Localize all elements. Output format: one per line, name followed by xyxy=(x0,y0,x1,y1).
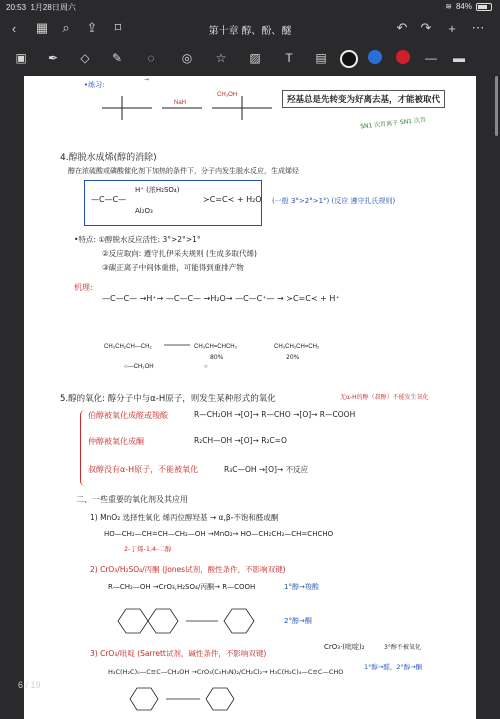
eraser-icon[interactable]: ◇ xyxy=(80,51,90,65)
search-icon[interactable]: ⌕ xyxy=(62,20,70,35)
yield-80: 80% xyxy=(210,354,224,361)
undo-icon[interactable]: ↶ xyxy=(396,20,408,35)
feature1: •特点: ①醇脱水反应活性: 3°>2°>1° xyxy=(74,235,201,244)
condition-top: H⁺ (浓H₂SO₄) xyxy=(135,186,180,194)
practice-label: •练习: xyxy=(84,81,105,89)
mechanism-equation: —C—C— →H⁺→ —C—C— →H₂O→ —C—C⁺— → ≻C=C≺ + H⁺ xyxy=(102,294,340,303)
item3-eq: H₃C(H₂C)₅—C≡C—CH₂OH →CrO₃(C₅H₅N)₂/CH₂Cl₂→ H₃C(H₂C)₄—C≡C—CHO xyxy=(108,668,344,676)
item1-eq: HO—CH₂—CH=CH—CH₂—OH →MnO₂→ HO—CH₂CH₂—CH=CHCHO xyxy=(104,530,334,538)
item2-eq: R—CH₂—OH →CrO₃,H₂SO₄/丙酮→ R—COOH xyxy=(108,583,256,591)
rearrangement-example xyxy=(104,336,384,376)
dehydration-box xyxy=(84,180,262,226)
svg-text:CH₃CH₂CH—CH₂: CH₃CH₂CH—CH₂ xyxy=(104,344,152,350)
color-black-swatch[interactable] xyxy=(340,50,358,68)
color-red-swatch[interactable] xyxy=(396,50,410,64)
add-page-icon[interactable]: + xyxy=(448,20,456,36)
ox-primary: 伯醇被氧化成醛或羧酸 xyxy=(88,411,168,420)
status-time: 20:53 1月28日周六 xyxy=(6,3,76,12)
status-right xyxy=(445,2,492,11)
stroke-thin-icon[interactable]: — xyxy=(425,51,437,65)
battery-icon xyxy=(476,3,492,11)
bookmark-icon[interactable]: ⌑ xyxy=(114,20,122,35)
condition-bottom: Al₂O₃ xyxy=(135,207,153,215)
cyclic-alcohol-oxidation xyxy=(124,684,244,714)
practice-structures xyxy=(92,86,292,136)
green-note: SN1 次育离子 SN1 次育 xyxy=(359,116,427,131)
section4-line: 醇在浓硫酸或磷酸催化剂下加热的条件下，分子内发生脱水反应，生成烯烃 xyxy=(68,167,299,175)
document-title[interactable]: 第十章 醇、酚、醚 xyxy=(208,26,292,37)
ox-secondary-eq: R₂CH—OH →[O]→ R₂C=O xyxy=(194,436,287,445)
svg-text:CH₃CH=CHCH₃: CH₃CH=CHCH₃ xyxy=(194,344,238,350)
drawing-toolbar xyxy=(0,42,500,74)
ox-tertiary-eq: R₃C—OH →[O]→ 不反应 xyxy=(224,465,309,474)
section4-title: 4.醇脱水成烯(醇的消除) xyxy=(60,153,157,163)
color-blue-swatch[interactable] xyxy=(368,50,382,64)
grid-icon[interactable]: ▦ xyxy=(35,20,49,35)
pen-icon[interactable]: ✒ xyxy=(47,51,59,65)
oxidation-brace xyxy=(80,410,85,486)
item2-note1: 1°醇→羧酸 xyxy=(284,583,319,591)
yield-20: 20% xyxy=(286,354,300,361)
page-indicator: 6 / 19 xyxy=(18,680,41,690)
redo-icon[interactable]: ↷ xyxy=(420,20,432,35)
page-scrollbar[interactable] xyxy=(495,76,498,136)
lasso-icon[interactable]: ◌ xyxy=(147,51,155,65)
oxidants-title: 二、一些重要的氧化剂及其应用 xyxy=(76,495,188,504)
highlighter-icon[interactable]: ✎ xyxy=(111,51,123,65)
text-box-icon[interactable]: ▣ xyxy=(15,51,27,65)
note-page[interactable] xyxy=(24,76,476,719)
product-label: ≻C=C≺ + H₂O xyxy=(203,195,262,204)
wifi-icon: ≋ xyxy=(445,2,452,11)
stickers-icon[interactable]: ☆ xyxy=(215,51,227,65)
section5-note: 无α-H的醇（叔醇）不能发生氧化 xyxy=(340,394,429,401)
ox-primary-eq: R—CH₂OH →[O]→ R—CHO →[O]→ R—COOH xyxy=(194,410,356,419)
back-icon[interactable]: ‹ xyxy=(11,20,17,36)
ox-secondary: 仲醇被氧化成酮 xyxy=(88,437,144,446)
svg-text:NaH: NaH xyxy=(174,100,187,106)
item3-note: 3°醇不被氧化 xyxy=(384,644,421,651)
feature3: ③碳正离子中间体重排，可能得到重排产物 xyxy=(102,263,244,272)
ruler-icon[interactable]: ▤ xyxy=(315,51,327,65)
status-bar xyxy=(0,0,500,14)
svg-text:CH₃CH₂CH=CH₂: CH₃CH₂CH=CH₂ xyxy=(274,344,320,350)
more-icon[interactable]: ⋯ xyxy=(471,20,485,35)
top-toolbar xyxy=(0,14,500,42)
item3-note2: 1°醇→醛，2°醇→酮 xyxy=(364,663,423,671)
shapes-icon[interactable]: ◎ xyxy=(181,51,193,65)
image-icon[interactable]: ▨ xyxy=(249,51,261,65)
mechanism-label: 机理: xyxy=(74,283,93,292)
ox-tertiary: 叔醇没有α-H原子，不能被氧化 xyxy=(88,465,199,474)
side-note: (一般 3°>2°>1°) (反应 遵守扎氏规则) xyxy=(272,197,396,205)
cro3-complex: CrO₃·(吡啶)₂ xyxy=(324,643,365,651)
banner-note: 羟基总是先转变为好离去基，才能被取代 xyxy=(282,90,445,108)
item2-note2: 2°醇→酮 xyxy=(284,617,312,625)
item1: 1) MnO₂ 选择性氧化 烯丙位醇羟基 → α,β-不饱和醛或酮 xyxy=(90,513,279,522)
section5-title: 5.醇的氧化: 醇分子中与α-H原子，则发生某种形式的氧化 xyxy=(60,394,276,404)
battery-percent: 84% xyxy=(455,2,472,11)
svg-text:○—CH₂OH: ○—CH₂OH xyxy=(124,364,154,370)
item3: 3) CrO₃/吡啶 (Sarrett试剂，碱性条件，不影响双键) xyxy=(90,649,267,658)
item2: 2) CrO₃/H₂SO₄/丙酮 (Jones试剂，酸性条件，不影响双键) xyxy=(90,565,286,574)
svg-text:CH₃OH: CH₃OH xyxy=(217,92,238,98)
practice-note-red: → xyxy=(144,76,150,83)
naphthol-oxidation xyxy=(108,604,278,638)
share-icon[interactable]: ⇪ xyxy=(86,20,98,35)
item1-name: 2-丁烯-1,4-二醇 xyxy=(124,545,172,553)
text-tool-icon[interactable]: T xyxy=(285,51,293,65)
feature2: ②反应取向: 遵守扎伊采夫规则 (生成多取代烯) xyxy=(102,249,257,258)
svg-text:○: ○ xyxy=(204,364,208,370)
stroke-thick-icon[interactable]: ▬ xyxy=(453,51,465,65)
reactant-label: —C—C— xyxy=(91,195,127,204)
